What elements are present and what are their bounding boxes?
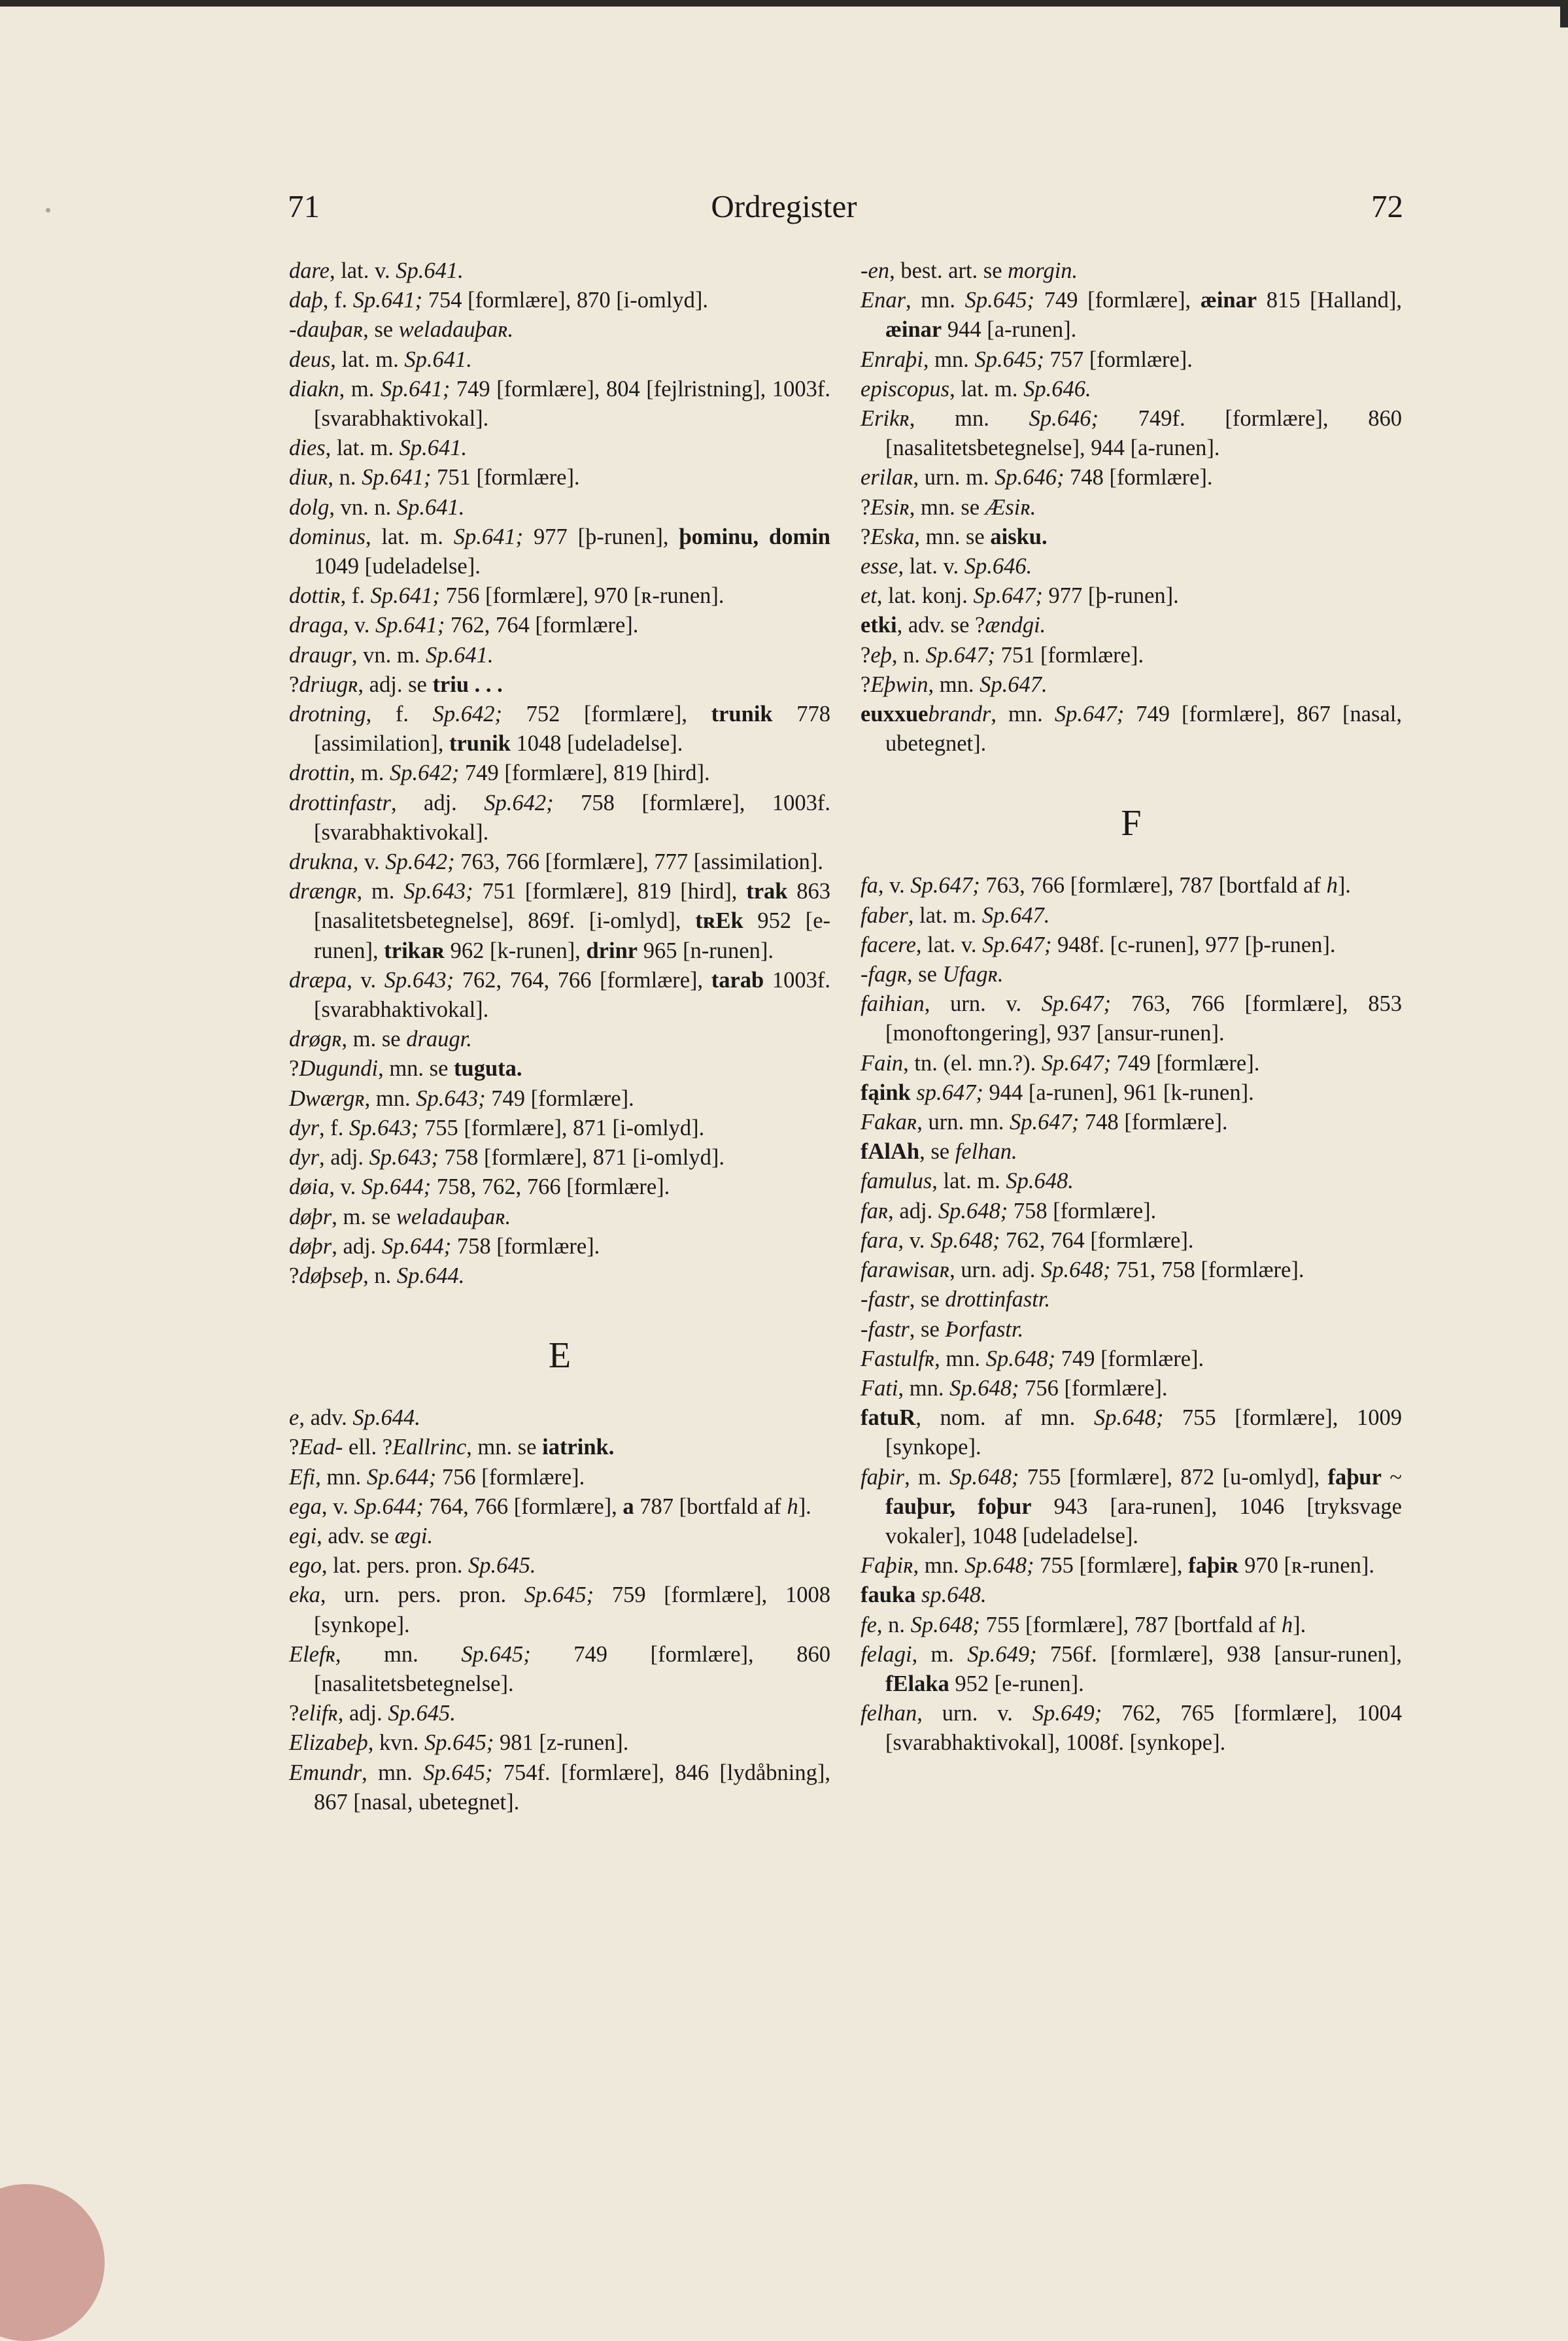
index-entry: fAlAh, se felhan. (861, 1139, 1017, 1165)
index-entry: felagi, m. Sp.649; 756f. [formlære], 938 [ansur-runen], fElaka 952 [e-runen]. (861, 1641, 1402, 1696)
index-entry: Erikʀ, mn. Sp.646; 749f. [formlære], 860 [nasalitetsbetegnelse], 944 [a-runen]. (861, 406, 1402, 461)
index-entry: farawisaʀ, urn. adj. Sp.648; 751, 758 [formlære]. (861, 1257, 1304, 1283)
index-entry: -fastr, se drottinfastr. (861, 1287, 1051, 1312)
index-entry: et, lat. konj. Sp.647; 977 [þ-runen]. (861, 583, 1179, 609)
index-entry: -en, best. art. se morgin. (861, 258, 1078, 283)
index-entry: drottin, m. Sp.642; 749 [formlære], 819 [hird]. (289, 760, 710, 786)
index-entry: drukna, v. Sp.642; 763, 766 [formlære], 777 [assimilation]. (289, 849, 824, 875)
section-letter: E (548, 1335, 571, 1376)
index-entry: faihian, urn. v. Sp.647; 763, 766 [formlære], 853 [monoftongering], 937 [ansur-runen]. (861, 991, 1402, 1046)
index-entry: drøgʀ, m. se draugr. (289, 1027, 472, 1052)
index-entry: ?elifʀ, adj. Sp.645. (289, 1701, 456, 1726)
index-entry: fa, v. Sp.647; 763, 766 [formlære], 787 [bortfald af h]. (861, 873, 1351, 898)
index-entry: faber, lat. m. Sp.647. (861, 902, 1050, 928)
index-entry: ?Dugundi, mn. se tuguta. (289, 1056, 522, 1082)
index-entry: drottinfastr, adj. Sp.642; 758 [formlære], 1003f. [svarabhaktivokal]. (289, 790, 830, 845)
index-entry: Enar, mn. Sp.645; 749 [formlære], æinar 815 [Halland], æinar 944 [a-runen]. (861, 288, 1402, 343)
index-entry: Enraþi, mn. Sp.645; 757 [formlære]. (861, 347, 1193, 372)
index-entry: Efi, mn. Sp.644; 756 [formlære]. (289, 1464, 585, 1490)
index-entry: faþir, m. Sp.648; 755 [formlære], 872 [u-omlyd], faþur ~ fauþur, foþur 943 [ara-runen], 1046 [tryksvage vokaler], 1048 [udeladelse]. (861, 1464, 1403, 1548)
index-entry: fąink sp.647; 944 [a-runen], 961 [k-runen]. (861, 1080, 1254, 1105)
index-entry: deus, lat. m. Sp.641. (289, 347, 472, 372)
right-edge-mark (1560, 0, 1568, 27)
index-entry: daþ, f. Sp.641; 754 [formlære], 870 [i-omlyd]. (289, 288, 709, 313)
right-column (861, 256, 1402, 1758)
left-column (289, 256, 830, 1817)
index-entry: erilaʀ, urn. m. Sp.646; 748 [formlære]. (861, 465, 1213, 490)
index-entry: diuʀ, n. Sp.641; 751 [formlære]. (289, 465, 580, 490)
index-entry: ega, v. Sp.644; 764, 766 [formlære], a 787 [bortfald af h]. (289, 1494, 811, 1519)
index-entry: dominus, lat. m. Sp.641; 977 [þ-runen], þominu, domin 1049 [udeladelse]. (289, 524, 830, 579)
index-entry: euxxuebrandr, mn. Sp.647; 749 [formlære], 867 [nasal, ubetegnet]. (861, 702, 1402, 757)
page-number-left: 71 (288, 188, 320, 224)
index-entry: dolg, vn. n. Sp.641. (289, 494, 465, 520)
index-entry: fara, v. Sp.648; 762, 764 [formlære]. (861, 1227, 1194, 1253)
index-entry: ?Eþwin, mn. Sp.647. (861, 672, 1048, 697)
index-entry: fe, n. Sp.648; 755 [formlære], 787 [bortfald af h]. (861, 1612, 1306, 1637)
index-entry: ?eþ, n. Sp.647; 751 [formlære]. (861, 642, 1144, 668)
index-entry: eka, urn. pers. pron. Sp.645; 759 [formlære], 1008 [synkope]. (289, 1582, 830, 1637)
corner-stain (0, 2184, 105, 2341)
index-entry: -dauþaʀ, se weladauþaʀ. (289, 317, 514, 343)
index-entry: e, adv. Sp.644. (289, 1405, 420, 1431)
index-entry: ?Ead- ell. ?Eallrinc, mn. se iatrink. (289, 1435, 615, 1460)
top-edge-rule (0, 0, 1568, 7)
index-entry: etki, adv. se ?ændgi. (861, 613, 1046, 638)
index-entry: Fakaʀ, urn. mn. Sp.647; 748 [formlære]. (861, 1110, 1228, 1135)
index-entry: dottiʀ, f. Sp.641; 756 [formlære], 970 [ʀ-runen]. (289, 583, 724, 609)
index-entry: dræpa, v. Sp.643; 762, 764, 766 [formlære], tarab 1003f. [svarabhaktivokal]. (289, 967, 830, 1023)
index-entry: ?driugʀ, adj. se triu . . . (289, 672, 503, 697)
index-entry: faʀ, adj. Sp.648; 758 [formlære]. (861, 1198, 1157, 1223)
index-entry: felhan, urn. v. Sp.649; 762, 765 [formlære], 1004 [svarabhaktivokal], 1008f. [synkope]. (861, 1701, 1402, 1756)
index-entry: døþr, adj. Sp.644; 758 [formlære]. (289, 1233, 600, 1259)
index-entry: draga, v. Sp.641; 762, 764 [formlære]. (289, 613, 639, 638)
index-entry: fatuR, nom. af mn. Sp.648; 755 [formlære], 1009 [synkope]. (861, 1405, 1402, 1460)
index-entry: -fastr, se Þorfastr. (861, 1316, 1024, 1342)
index-entry: Fastulfʀ, mn. Sp.648; 749 [formlære]. (861, 1346, 1204, 1371)
index-entry: Emundr, mn. Sp.645; 754f. [formlære], 846 [lydåbning], 867 [nasal, ubetegnet]. (289, 1760, 830, 1815)
index-entry: Fati, mn. Sp.648; 756 [formlære]. (861, 1375, 1168, 1401)
index-entry: -fagʀ, se Ufagʀ. (861, 962, 1004, 987)
section-letter: F (1121, 803, 1142, 844)
index-entry: ?døþseþ, n. Sp.644. (289, 1263, 465, 1288)
index-entry: Elefʀ, mn. Sp.645; 749 [formlære], 860 [nasalitetsbetegnelse]. (289, 1641, 830, 1696)
page-number-right: 72 (1371, 188, 1403, 224)
index-entry: dyr, f. Sp.643; 755 [formlære], 871 [i-omlyd]. (289, 1115, 705, 1140)
index-entry: facere, lat. v. Sp.647; 948f. [c-runen], 977 [þ-runen]. (861, 932, 1336, 957)
index-entry: dare, lat. v. Sp.641. (289, 258, 464, 283)
index-entry: episcopus, lat. m. Sp.646. (861, 376, 1091, 402)
index-entry: dyr, adj. Sp.643; 758 [formlære], 871 [i-omlyd]. (289, 1145, 724, 1170)
index-entry: Elizabeþ, kvn. Sp.645; 981 [z-runen]. (289, 1730, 629, 1756)
index-entry: Dwærgʀ, mn. Sp.643; 749 [formlære]. (289, 1085, 634, 1111)
index-entry: døþr, m. se weladauþaʀ. (289, 1204, 511, 1229)
index-entry: Fain, tn. (el. mn.?). Sp.647; 749 [formlære]. (861, 1050, 1260, 1076)
index-entry: draugr, vn. m. Sp.641. (289, 642, 494, 668)
index-entry: ?Eska, mn. se aisku. (861, 524, 1048, 549)
index-entry: dies, lat. m. Sp.641. (289, 436, 468, 461)
index-entry: egi, adv. se ægi. (289, 1523, 434, 1548)
index-entry: drotning, f. Sp.642; 752 [formlære], trunik 778 [assimilation], trunik 1048 [udeladelse]. (289, 702, 830, 757)
page-title: Ordregister (711, 188, 857, 224)
index-entry: døia, v. Sp.644; 758, 762, 766 [formlære]. (289, 1174, 670, 1200)
index-entry: famulus, lat. m. Sp.648. (861, 1169, 1074, 1194)
index-entry: fauka sp.648. (861, 1582, 987, 1608)
index-entry: ?Esiʀ, mn. se Æsiʀ. (861, 494, 1036, 520)
index-entry: Faþiʀ, mn. Sp.648; 755 [formlære], faþiʀ 970 [ʀ-runen]. (861, 1553, 1374, 1579)
index-entry: ego, lat. pers. pron. Sp.645. (289, 1553, 536, 1579)
index-entry: esse, lat. v. Sp.646. (861, 554, 1032, 579)
index-entry: diakn, m. Sp.641; 749 [formlære], 804 [fejlristning], 1003f. [svarabhaktivokal]. (289, 376, 831, 432)
index-entry: drængʀ, m. Sp.643; 751 [formlære], 819 [hird], trak 863 [nasalitetsbetegnelse], 869f. [i-omlyd], tʀEk 952 [e-runen], trikaʀ 962 [k-runen], drinr 965 [n-runen]. (289, 879, 830, 963)
